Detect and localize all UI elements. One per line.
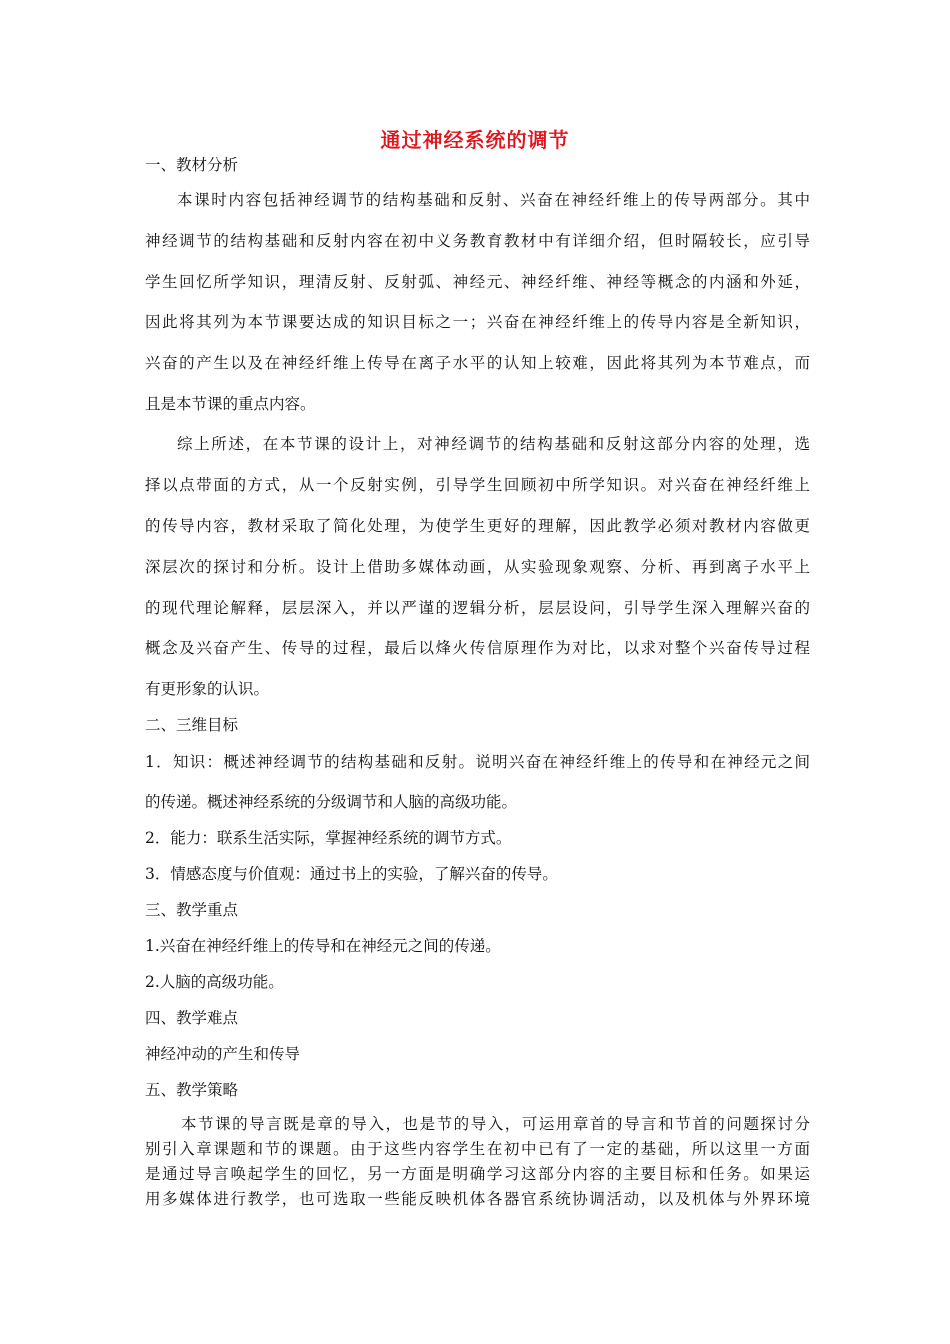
strategy-line: 本节课的导言既是章的导入，也是节的导入，可运用章首的导言和节首的问题探讨分 [181,1115,810,1133]
section-heading-analysis: 一、教材分析 [145,156,239,174]
paragraph-line: 学生回忆所学知识，理清反射、反射弧、神经元、神经纤维、神经等概念的内涵和外延， [145,273,810,291]
document-title: 通过神经系统的调节 [380,128,570,152]
difficulty-line: 神经冲动的产生和传导 [145,1045,301,1063]
paragraph-line: 综上所述，在本节课的设计上，对神经调节的结构基础和反射这部分内容的处理，选 [177,435,810,453]
paragraph-line: 有更形象的认识。 [145,680,270,698]
strategy-line: 别引入章课题和节的课题。由于这些内容学生在初中已有了一定的基础，所以这里一方面 [145,1140,810,1158]
paragraph-line: 深层次的探讨和分析。设计上借助多媒体动画，从实验现象观察、分析、再到离子水平上 [145,558,810,576]
paragraph-line: 的传导内容，教材采取了简化处理，为使学生更好的理解，因此教学必须对教材内容做更 [145,517,810,535]
key-point-line: 2.人脑的高级功能。 [145,973,284,991]
paragraph-line: 本课时内容包括神经调节的结构基础和反射、兴奋在神经纤维上的传导两部分。其中 [177,191,810,209]
paragraph-line: 概念及兴奋产生、传导的过程，最后以烽火传信原理作为对比，以求对整个兴奋传导过程 [145,639,810,657]
paragraph-line: 的现代理论解释，层层深入，并以严谨的逻辑分析，层层设问，引导学生深入理解兴奋的 [145,599,810,617]
goal-line: 1．知识：概述神经调节的结构基础和反射。说明兴奋在神经纤维上的传导和在神经元之间 [145,753,810,771]
section-heading-goals: 二、三维目标 [145,716,239,734]
section-heading-key-points: 三、教学重点 [145,901,239,919]
key-point-line: 1.兴奋在神经纤维上的传导和在神经元之间的传递。 [145,937,501,955]
paragraph-line: 因此将其列为本节课要达成的知识目标之一；兴奋在神经纤维上的传导内容是全新知识， [145,313,810,331]
paragraph-line: 兴奋的产生以及在神经纤维上传导在离子水平的认知上较难，因此将其列为本节难点，而 [145,354,810,372]
paragraph-line: 且是本节课的重点内容。 [145,395,316,413]
goal-line: 的传递。概述神经系统的分级调节和人脑的高级功能。 [145,793,518,811]
section-heading-strategy: 五、教学策略 [145,1081,239,1099]
goal-line: 3．情感态度与价值观：通过书上的实验，了解兴奋的传导。 [145,865,558,883]
section-heading-difficulty: 四、教学难点 [145,1009,239,1027]
strategy-line: 用多媒体进行教学，也可选取一些能反映机体各器官系统协调活动，以及机体与外界环境 [145,1190,810,1208]
paragraph-line: 神经调节的结构基础和反射内容在初中义务教育教材中有详细介绍，但时隔较长，应引导 [145,232,810,250]
paragraph-line: 择以点带面的方式，从一个反射实例，引导学生回顾初中所学知识。对兴奋在神经纤维上 [145,476,810,494]
goal-line: 2．能力：联系生活实际，掌握神经系统的调节方式。 [145,829,512,847]
strategy-line: 是通过导言唤起学生的回忆，另一方面是明确学习这部分内容的主要目标和任务。如果运 [145,1165,810,1183]
